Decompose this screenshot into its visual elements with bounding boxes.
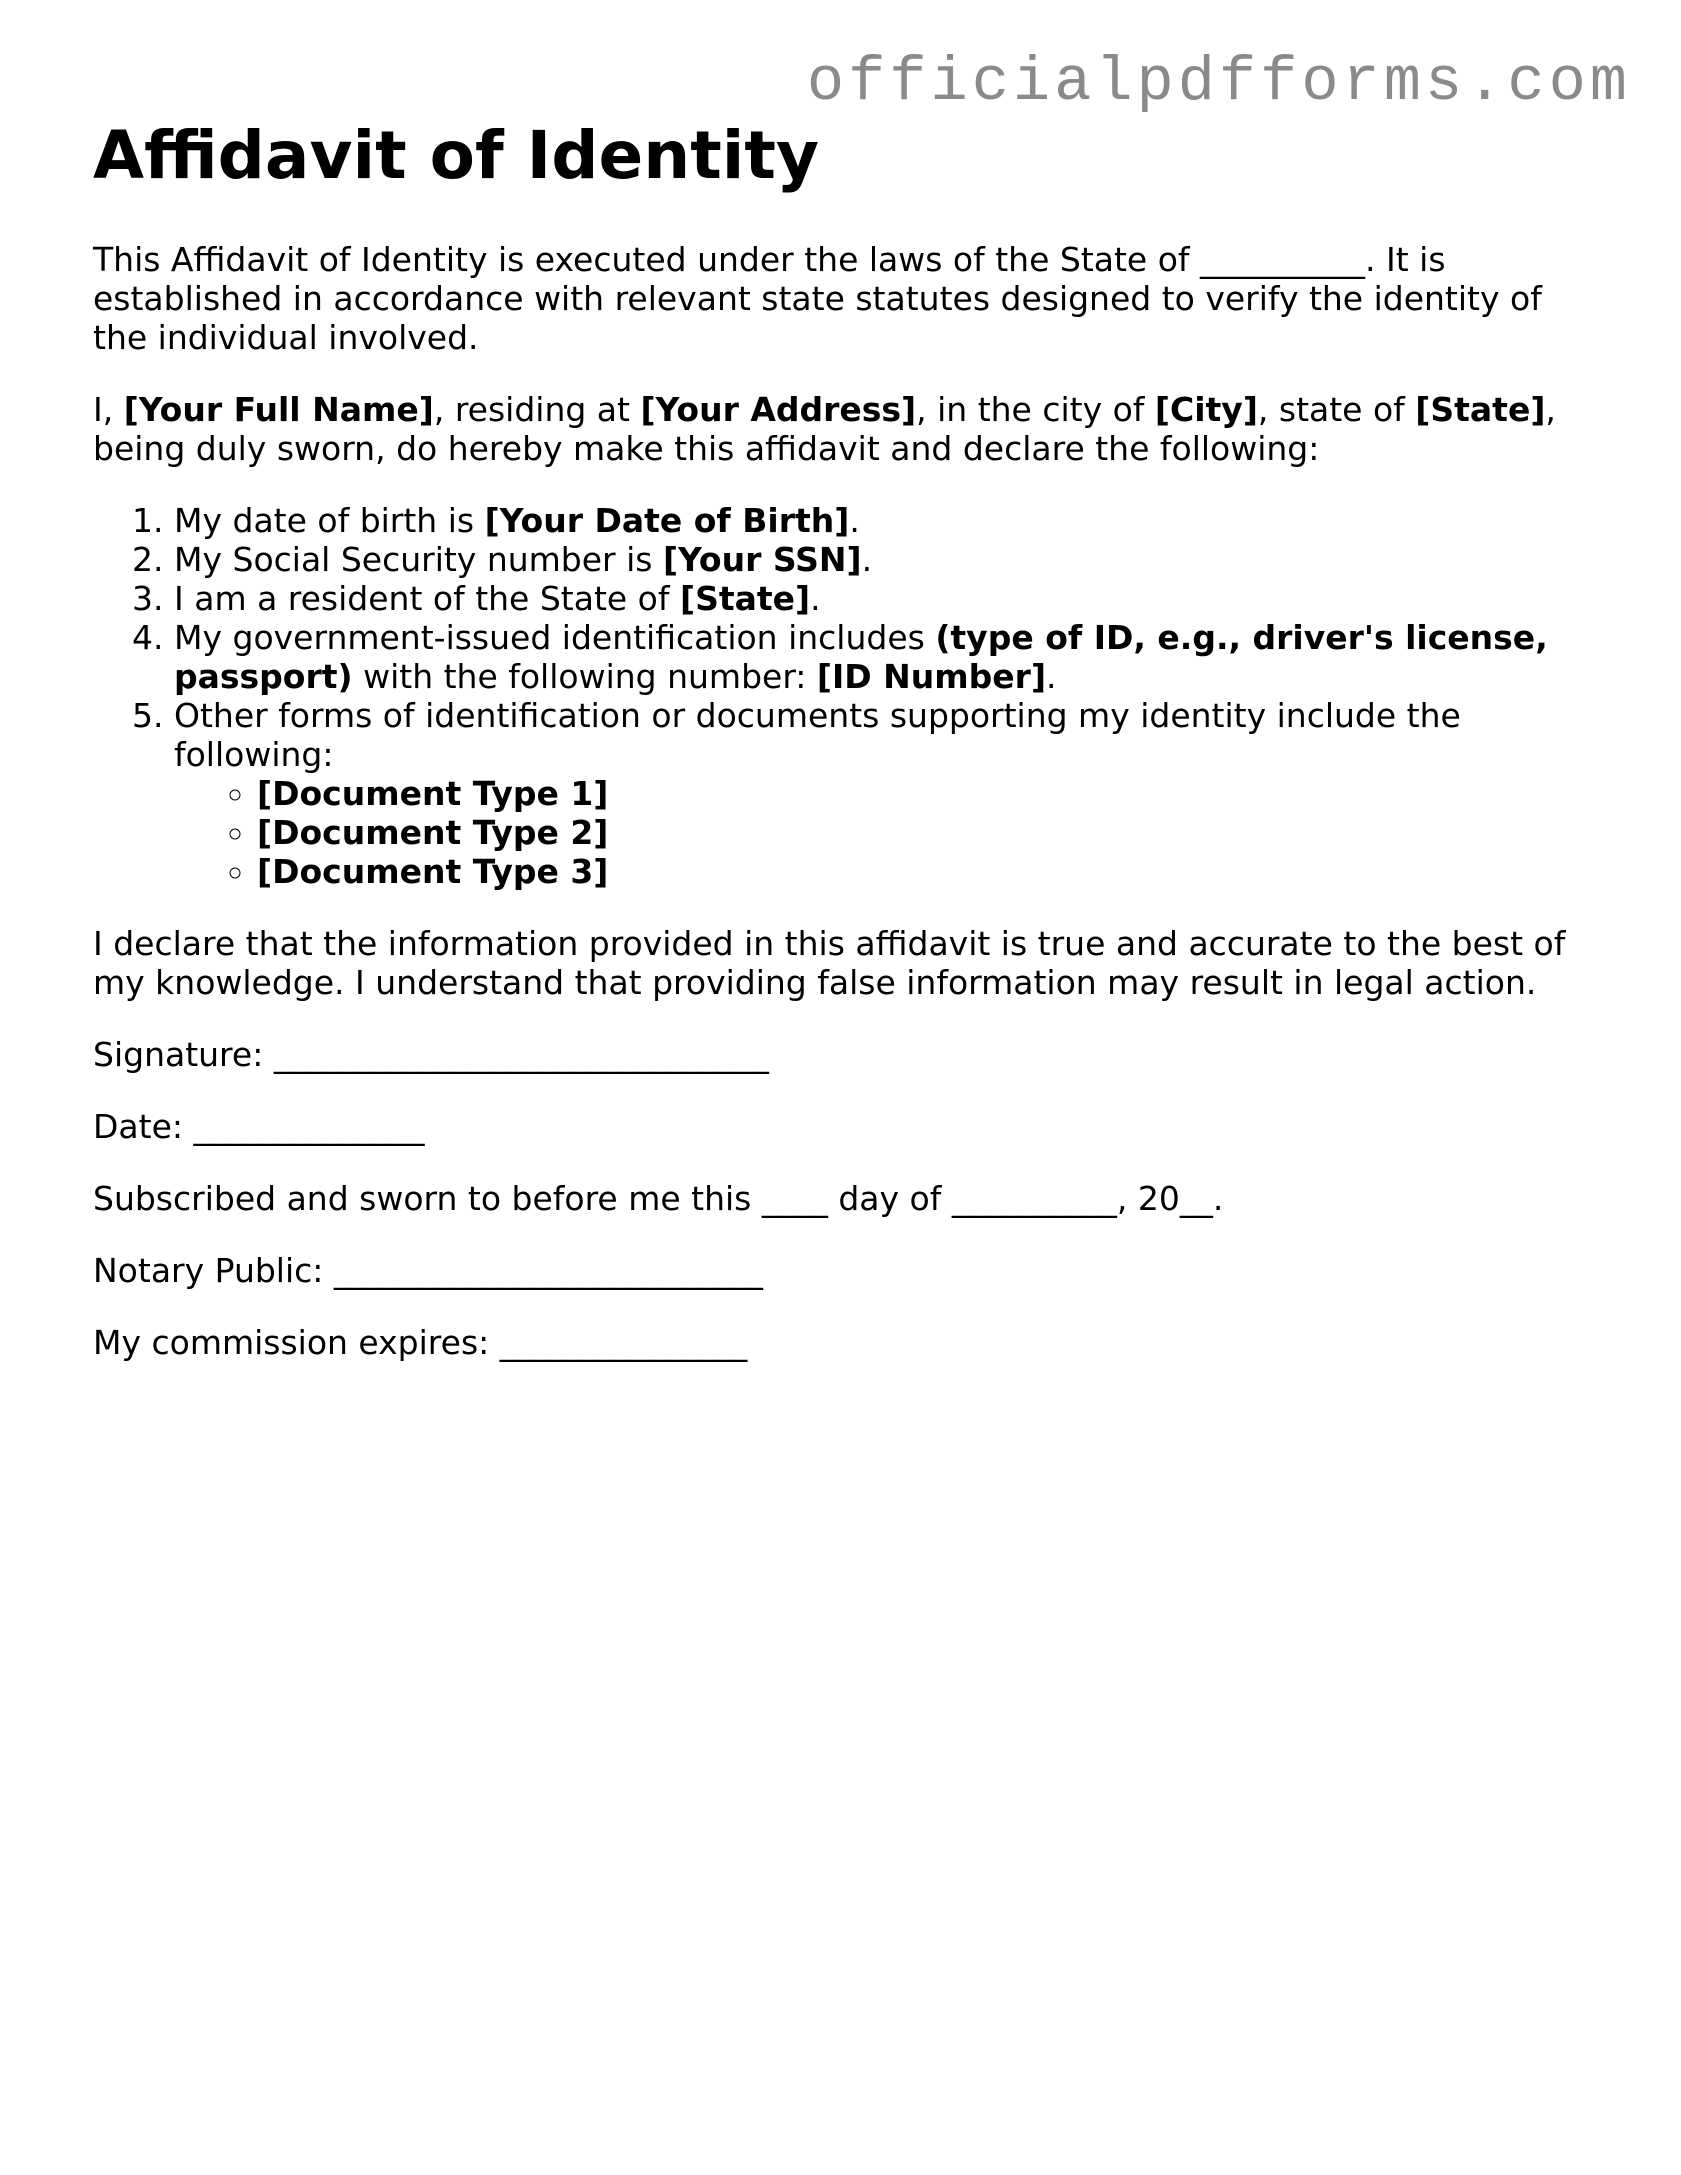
year-blank[interactable]: __ xyxy=(1179,1179,1213,1218)
declaration-list xyxy=(93,501,1603,891)
declaration-text: , in the city of xyxy=(916,390,1155,429)
declaration-text: , state of xyxy=(1257,390,1416,429)
item-text: . xyxy=(1046,657,1057,696)
sworn-text: day of xyxy=(827,1179,952,1218)
list-item xyxy=(174,696,1603,891)
document-item xyxy=(257,813,1603,852)
item-text: . xyxy=(849,501,860,540)
document-item xyxy=(257,774,1603,813)
declaration-paragraph xyxy=(93,390,1603,468)
declaration-text: , residing at xyxy=(433,390,641,429)
closing-paragraph: I declare that the information provided in this affidavit is true and accurate to the best of my knowledge. I understand that providing false information may result in legal action. xyxy=(93,924,1566,1002)
declaration-text: I, xyxy=(93,390,124,429)
state-blank: __________ xyxy=(1200,240,1366,279)
item-text: . xyxy=(810,579,821,618)
month-blank[interactable]: __________ xyxy=(951,1179,1117,1218)
sworn-text: , 20 xyxy=(1116,1179,1180,1218)
document-body xyxy=(93,240,1603,1395)
id-number-placeholder: [ID Number] xyxy=(816,657,1047,696)
item-text: with the following number: xyxy=(352,657,817,696)
state-placeholder: [State] xyxy=(1415,390,1546,429)
notary-label: Notary Public: xyxy=(93,1251,334,1290)
ssn-placeholder: [Your SSN] xyxy=(662,540,862,579)
date-blank[interactable]: ______________ xyxy=(193,1107,425,1146)
item-text: Other forms of identification or documents supporting my identity include the following: xyxy=(174,696,1461,774)
intro-text-2: . It is established in accordance with relevant state statutes designed to verify the identity of the individual involved. xyxy=(93,240,1542,357)
item-text: . xyxy=(861,540,873,579)
signature-blank[interactable]: ______________________________ xyxy=(273,1035,769,1074)
list-item xyxy=(174,618,1603,696)
date-label: Date: xyxy=(93,1107,194,1146)
intro-paragraph xyxy=(93,240,1603,357)
item-text: I am a resident of the State of xyxy=(174,579,680,618)
birth-date-placeholder: [Your Date of Birth] xyxy=(484,501,850,540)
declaration-text: , being duly sworn, do hereby make this affidavit and declare the following: xyxy=(93,390,1556,468)
document-list xyxy=(174,774,1603,891)
notary-line xyxy=(93,1251,1603,1290)
document-type-placeholder: [Document Type 3] xyxy=(257,852,609,891)
signature-label: Signature: xyxy=(93,1035,274,1074)
sworn-text: . xyxy=(1212,1179,1224,1218)
date-line xyxy=(93,1107,1603,1146)
page-title: Affidavit of Identity xyxy=(93,117,819,194)
full-name-placeholder: [Your Full Name] xyxy=(123,390,434,429)
item-text: My Social Security number is xyxy=(174,540,663,579)
document-type-placeholder: [Document Type 1] xyxy=(257,774,609,813)
commission-label: My commission expires: xyxy=(93,1323,500,1362)
sworn-text: Subscribed and sworn to before me this xyxy=(93,1179,762,1218)
item-text: My government-issued identification includes xyxy=(174,618,936,657)
list-item xyxy=(174,501,1603,540)
city-placeholder: [City] xyxy=(1154,390,1258,429)
list-item xyxy=(174,540,1603,579)
day-blank[interactable]: ____ xyxy=(761,1179,828,1218)
sworn-line xyxy=(93,1179,1603,1218)
intro-text-1: This Affidavit of Identity is executed under the laws of the State of xyxy=(93,240,1201,279)
id-type-placeholder: (type of ID, e.g., driver's license, passport) xyxy=(174,618,1548,696)
address-placeholder: [Your Address] xyxy=(640,390,917,429)
item-text: My date of birth is xyxy=(174,501,485,540)
commission-line xyxy=(93,1323,1603,1362)
document-item xyxy=(257,852,1603,891)
document-type-placeholder: [Document Type 2] xyxy=(257,813,609,852)
commission-blank[interactable]: _______________ xyxy=(499,1323,748,1362)
list-item xyxy=(174,579,1603,618)
resident-state-placeholder: [State] xyxy=(679,579,811,618)
signature-line xyxy=(93,1035,1603,1074)
notary-blank[interactable]: __________________________ xyxy=(333,1251,763,1290)
watermark: officialpdfforms.com xyxy=(806,47,1631,118)
